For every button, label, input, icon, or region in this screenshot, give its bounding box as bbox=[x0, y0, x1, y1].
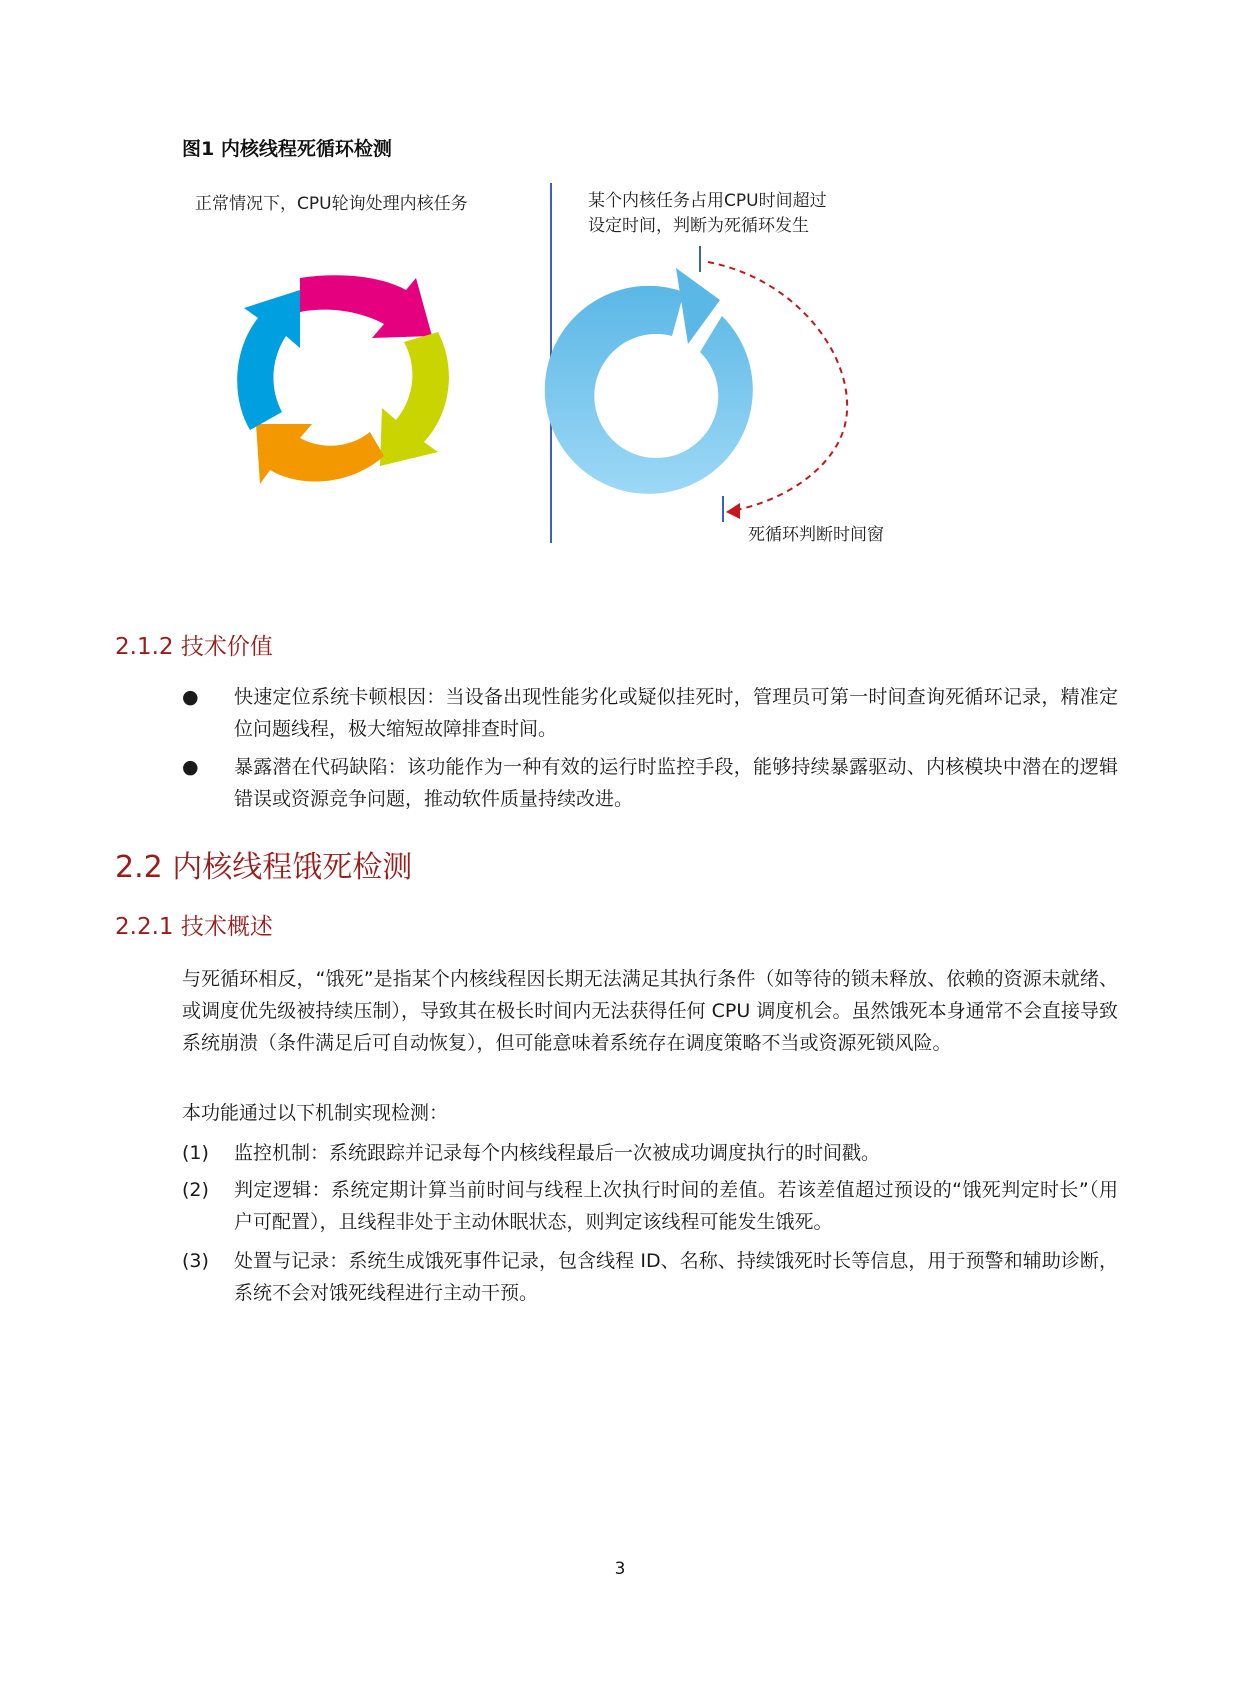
time-window-arrowhead bbox=[726, 503, 740, 519]
page-number: 3 bbox=[614, 1559, 626, 1579]
item-number: (2) bbox=[182, 1179, 209, 1201]
yellowgreen-arrow bbox=[380, 332, 449, 466]
orange-arrow bbox=[256, 424, 384, 484]
figure-right-caption-line1: 某个内核任务占用CPU时间超过 bbox=[588, 191, 827, 211]
figure-title: 图1 内核线程死循环检测 bbox=[182, 138, 392, 160]
ring-arrow-body bbox=[545, 286, 753, 494]
cycle-arrows bbox=[237, 275, 449, 484]
bullet-text: 暴露潜在代码缺陷：该功能作为一种有效的运行时监控手段，能够持续暴露驱动、内核模块中潜在的逻辑错误或资源竞争问题，推动软件质量持续改进。 bbox=[234, 756, 1118, 810]
overview-paragraph: 与死循环相反，“饿死”是指某个内核线程因长期无法满足其执行条件（如等待的锁未释放、依赖的资源未就绪、或调度优先级被持续压制），导致其在极长时间内无法获得任何 CPU 调度机会。虽然饿死本身通常不会直接导致系统崩溃（条件满足后可自动恢复），但可能意味着系统存在调度策略不当或资源死锁风险。 bbox=[182, 968, 1118, 1054]
section-221-heading: 2.2.1 技术概述 bbox=[115, 914, 273, 940]
cyan-arrow bbox=[237, 290, 300, 430]
item-text: 处置与记录：系统生成饿死事件记录，包含线程 ID、名称、持续饿死时长等信息，用于预警和辅助诊断，系统不会对饿死线程进行主动干预。 bbox=[234, 1250, 1118, 1304]
figure-window-label: 死循环判断时间窗 bbox=[748, 525, 884, 545]
figure-right-caption-line2: 设定时间，判断为死循环发生 bbox=[588, 216, 809, 236]
item-text: 监控机制：系统跟踪并记录每个内核线程最后一次被成功调度执行的时间戳。 bbox=[234, 1142, 881, 1164]
figure-left-caption: 正常情况下，CPU轮询处理内核任务 bbox=[195, 194, 468, 214]
mechanism-intro: 本功能通过以下机制实现检测： bbox=[182, 1102, 449, 1124]
figure-diagram bbox=[0, 0, 1240, 560]
item-number: (3) bbox=[182, 1250, 209, 1272]
bullet-icon: ● bbox=[182, 686, 199, 708]
bullet-text: 快速定位系统卡顿根因：当设备出现性能劣化或疑似挂死时，管理员可第一时间查询死循环记录，精准定位问题线程，极大缩短故障排查时间。 bbox=[234, 686, 1118, 740]
item-number: (1) bbox=[182, 1142, 209, 1164]
magenta-arrow bbox=[300, 275, 432, 338]
bullet-icon: ● bbox=[182, 756, 199, 778]
section-22-heading: 2.2 内核线程饿死检测 bbox=[115, 850, 413, 885]
section-212-heading: 2.1.2 技术价值 bbox=[115, 634, 273, 660]
item-text: 判定逻辑：系统定期计算当前时间与线程上次执行时间的差值。若该差值超过预设的“饿死判定时长”（用户可配置），且线程非处于主动休眠状态，则判定该线程可能发生饿死。 bbox=[234, 1179, 1118, 1233]
loop-ring bbox=[545, 268, 753, 494]
